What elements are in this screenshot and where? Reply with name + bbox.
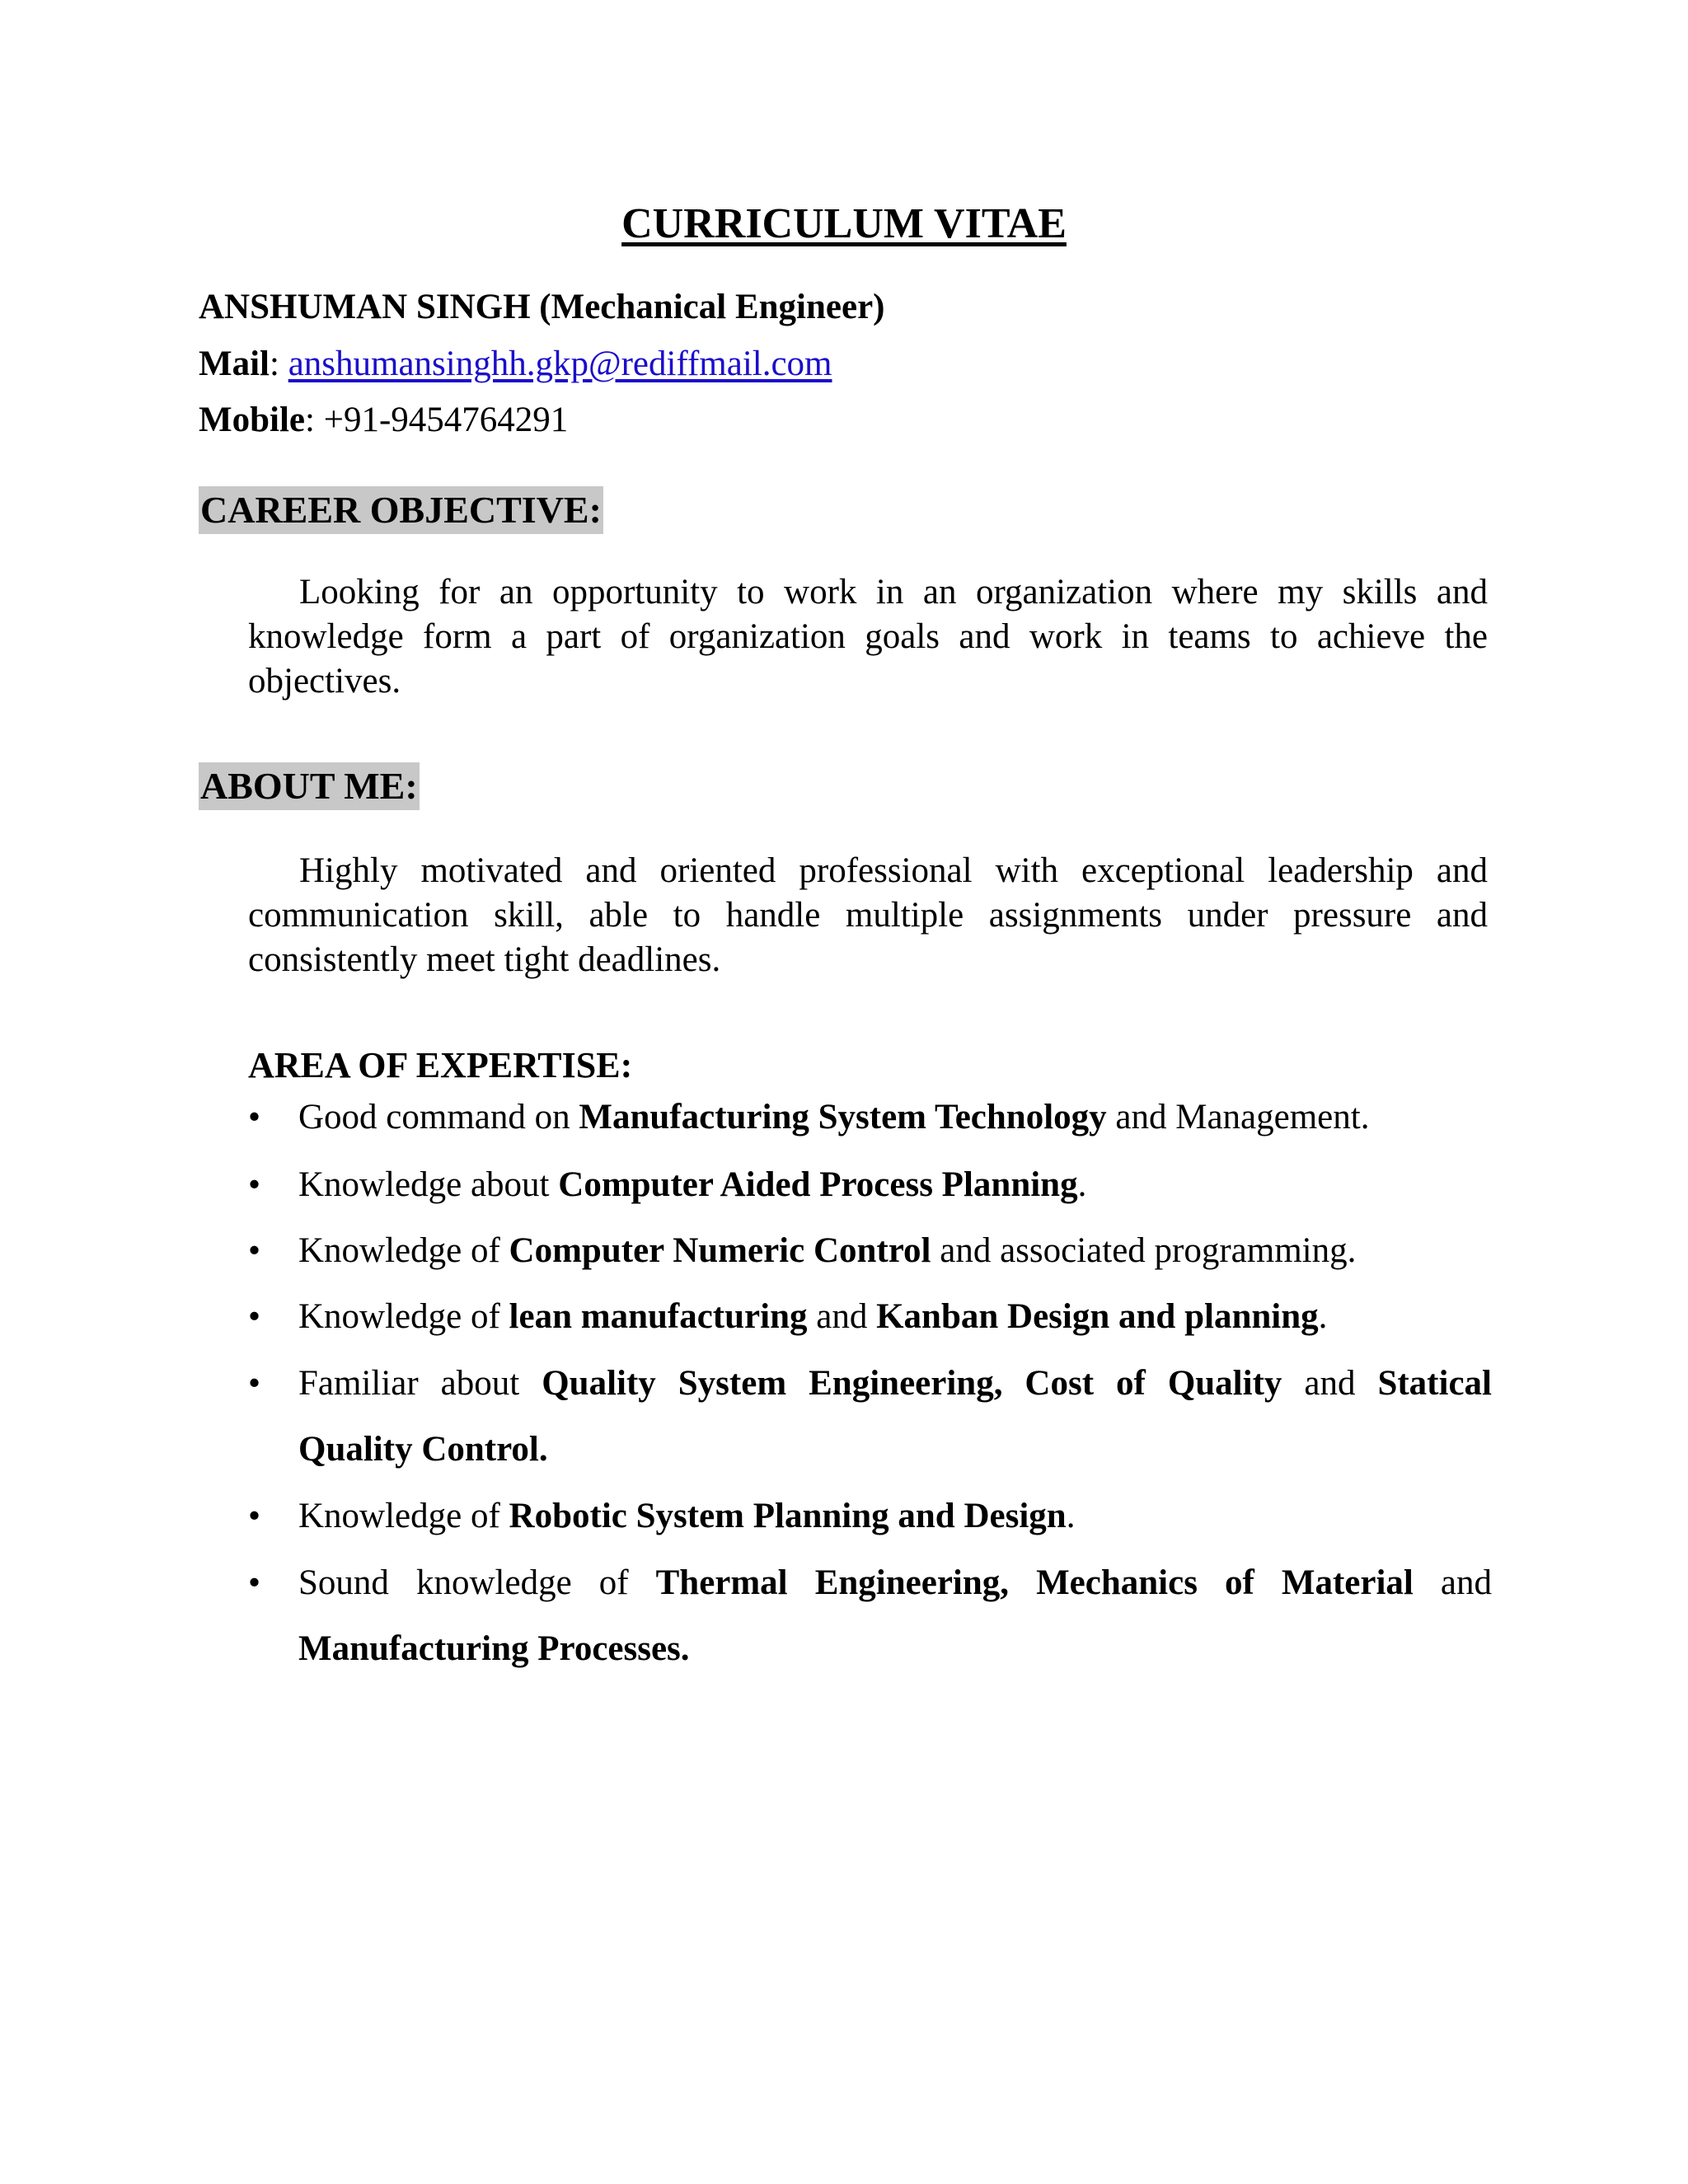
document-title-text: CURRICULUM VITAE — [621, 200, 1067, 247]
expertise-item-text: Knowledge of — [298, 1497, 509, 1535]
expertise-item-text: Knowledge about — [298, 1165, 559, 1204]
expertise-item-text: Sound knowledge of — [298, 1563, 656, 1602]
area-of-expertise-heading: AREA OF EXPERTISE: — [248, 1045, 633, 1085]
expertise-item-bold: Computer Numeric Control — [509, 1231, 931, 1270]
about-me-heading: ABOUT ME: — [199, 762, 420, 810]
expertise-item-text: and — [1282, 1364, 1378, 1403]
bullet-symbol: • — [248, 1497, 261, 1535]
expertise-item-bold: Robotic System Planning and Design — [509, 1497, 1067, 1535]
expertise-item-text: . — [1066, 1497, 1076, 1535]
candidate-name: ANSHUMAN SINGH (Mechanical Engineer) — [199, 288, 885, 326]
expertise-item-text: . — [1077, 1165, 1087, 1204]
expertise-item — [298, 1152, 1492, 1218]
mobile-label: Mobile — [199, 401, 305, 439]
expertise-item-bold: Manufacturing System Technology — [579, 1098, 1107, 1137]
bullet-symbol: • — [248, 1563, 261, 1602]
expertise-item-bold: Computer Aided Process Planning — [558, 1165, 1078, 1204]
expertise-item-bold: lean manufacturing — [509, 1297, 808, 1336]
mail-label: Mail — [199, 344, 270, 383]
email-link[interactable]: anshumansinghh.gkp@rediffmail.com — [288, 344, 832, 383]
expertise-item — [298, 1483, 1492, 1549]
mobile-number: +91-9454764291 — [323, 401, 569, 439]
career-objective-text: Looking for an opportunity to work in an organization where my skills and knowledge form a part of organization goals and work in teams to achieve the objectives. — [248, 573, 1488, 701]
expertise-item-bold: Manufacturing Processes. — [298, 1629, 690, 1668]
expertise-item-bold: Quality System Engineering, Cost of Quality — [542, 1364, 1282, 1403]
expertise-item-bold: Statical Quality Control. — [298, 1364, 1492, 1469]
expertise-item-bold: Kanban Design and planning — [876, 1297, 1319, 1336]
expertise-item-text: Knowledge of — [298, 1297, 509, 1336]
expertise-item — [298, 1550, 1492, 1682]
name-line — [199, 284, 884, 330]
expertise-item — [298, 1284, 1492, 1350]
expertise-item — [298, 1351, 1492, 1483]
bullet-symbol: • — [248, 1231, 261, 1270]
mobile-separator: : — [304, 401, 324, 439]
expertise-item-text: and — [807, 1297, 877, 1336]
bullet-symbol: • — [248, 1364, 261, 1403]
mobile-line — [199, 397, 568, 443]
expertise-item-text: Good command on — [298, 1098, 579, 1137]
expertise-item-text: and associated programming. — [931, 1231, 1357, 1270]
document-title — [0, 198, 1688, 251]
expertise-item — [298, 1085, 1492, 1151]
mail-line — [199, 341, 832, 387]
mail-separator: : — [269, 344, 288, 383]
expertise-item-text: Familiar about — [298, 1364, 542, 1403]
expertise-item-text: Knowledge of — [298, 1231, 509, 1270]
career-objective-heading: CAREER OBJECTIVE: — [199, 486, 603, 534]
expertise-item-text: and Management. — [1106, 1098, 1370, 1137]
bullet-symbol: • — [248, 1165, 261, 1204]
expertise-item-text: and — [1413, 1563, 1492, 1602]
expertise-item-text: . — [1318, 1297, 1328, 1336]
bullet-symbol: • — [248, 1297, 261, 1336]
expertise-item-bold: Thermal Engineering, Mechanics of Material — [655, 1563, 1414, 1602]
expertise-item — [298, 1218, 1492, 1284]
bullet-symbol: • — [248, 1098, 261, 1137]
about-me-text: Highly motivated and oriented professional with exceptional leadership and communication skill, able to handle multiple assignments under pressure and consistently meet tight deadlines. — [248, 851, 1488, 979]
